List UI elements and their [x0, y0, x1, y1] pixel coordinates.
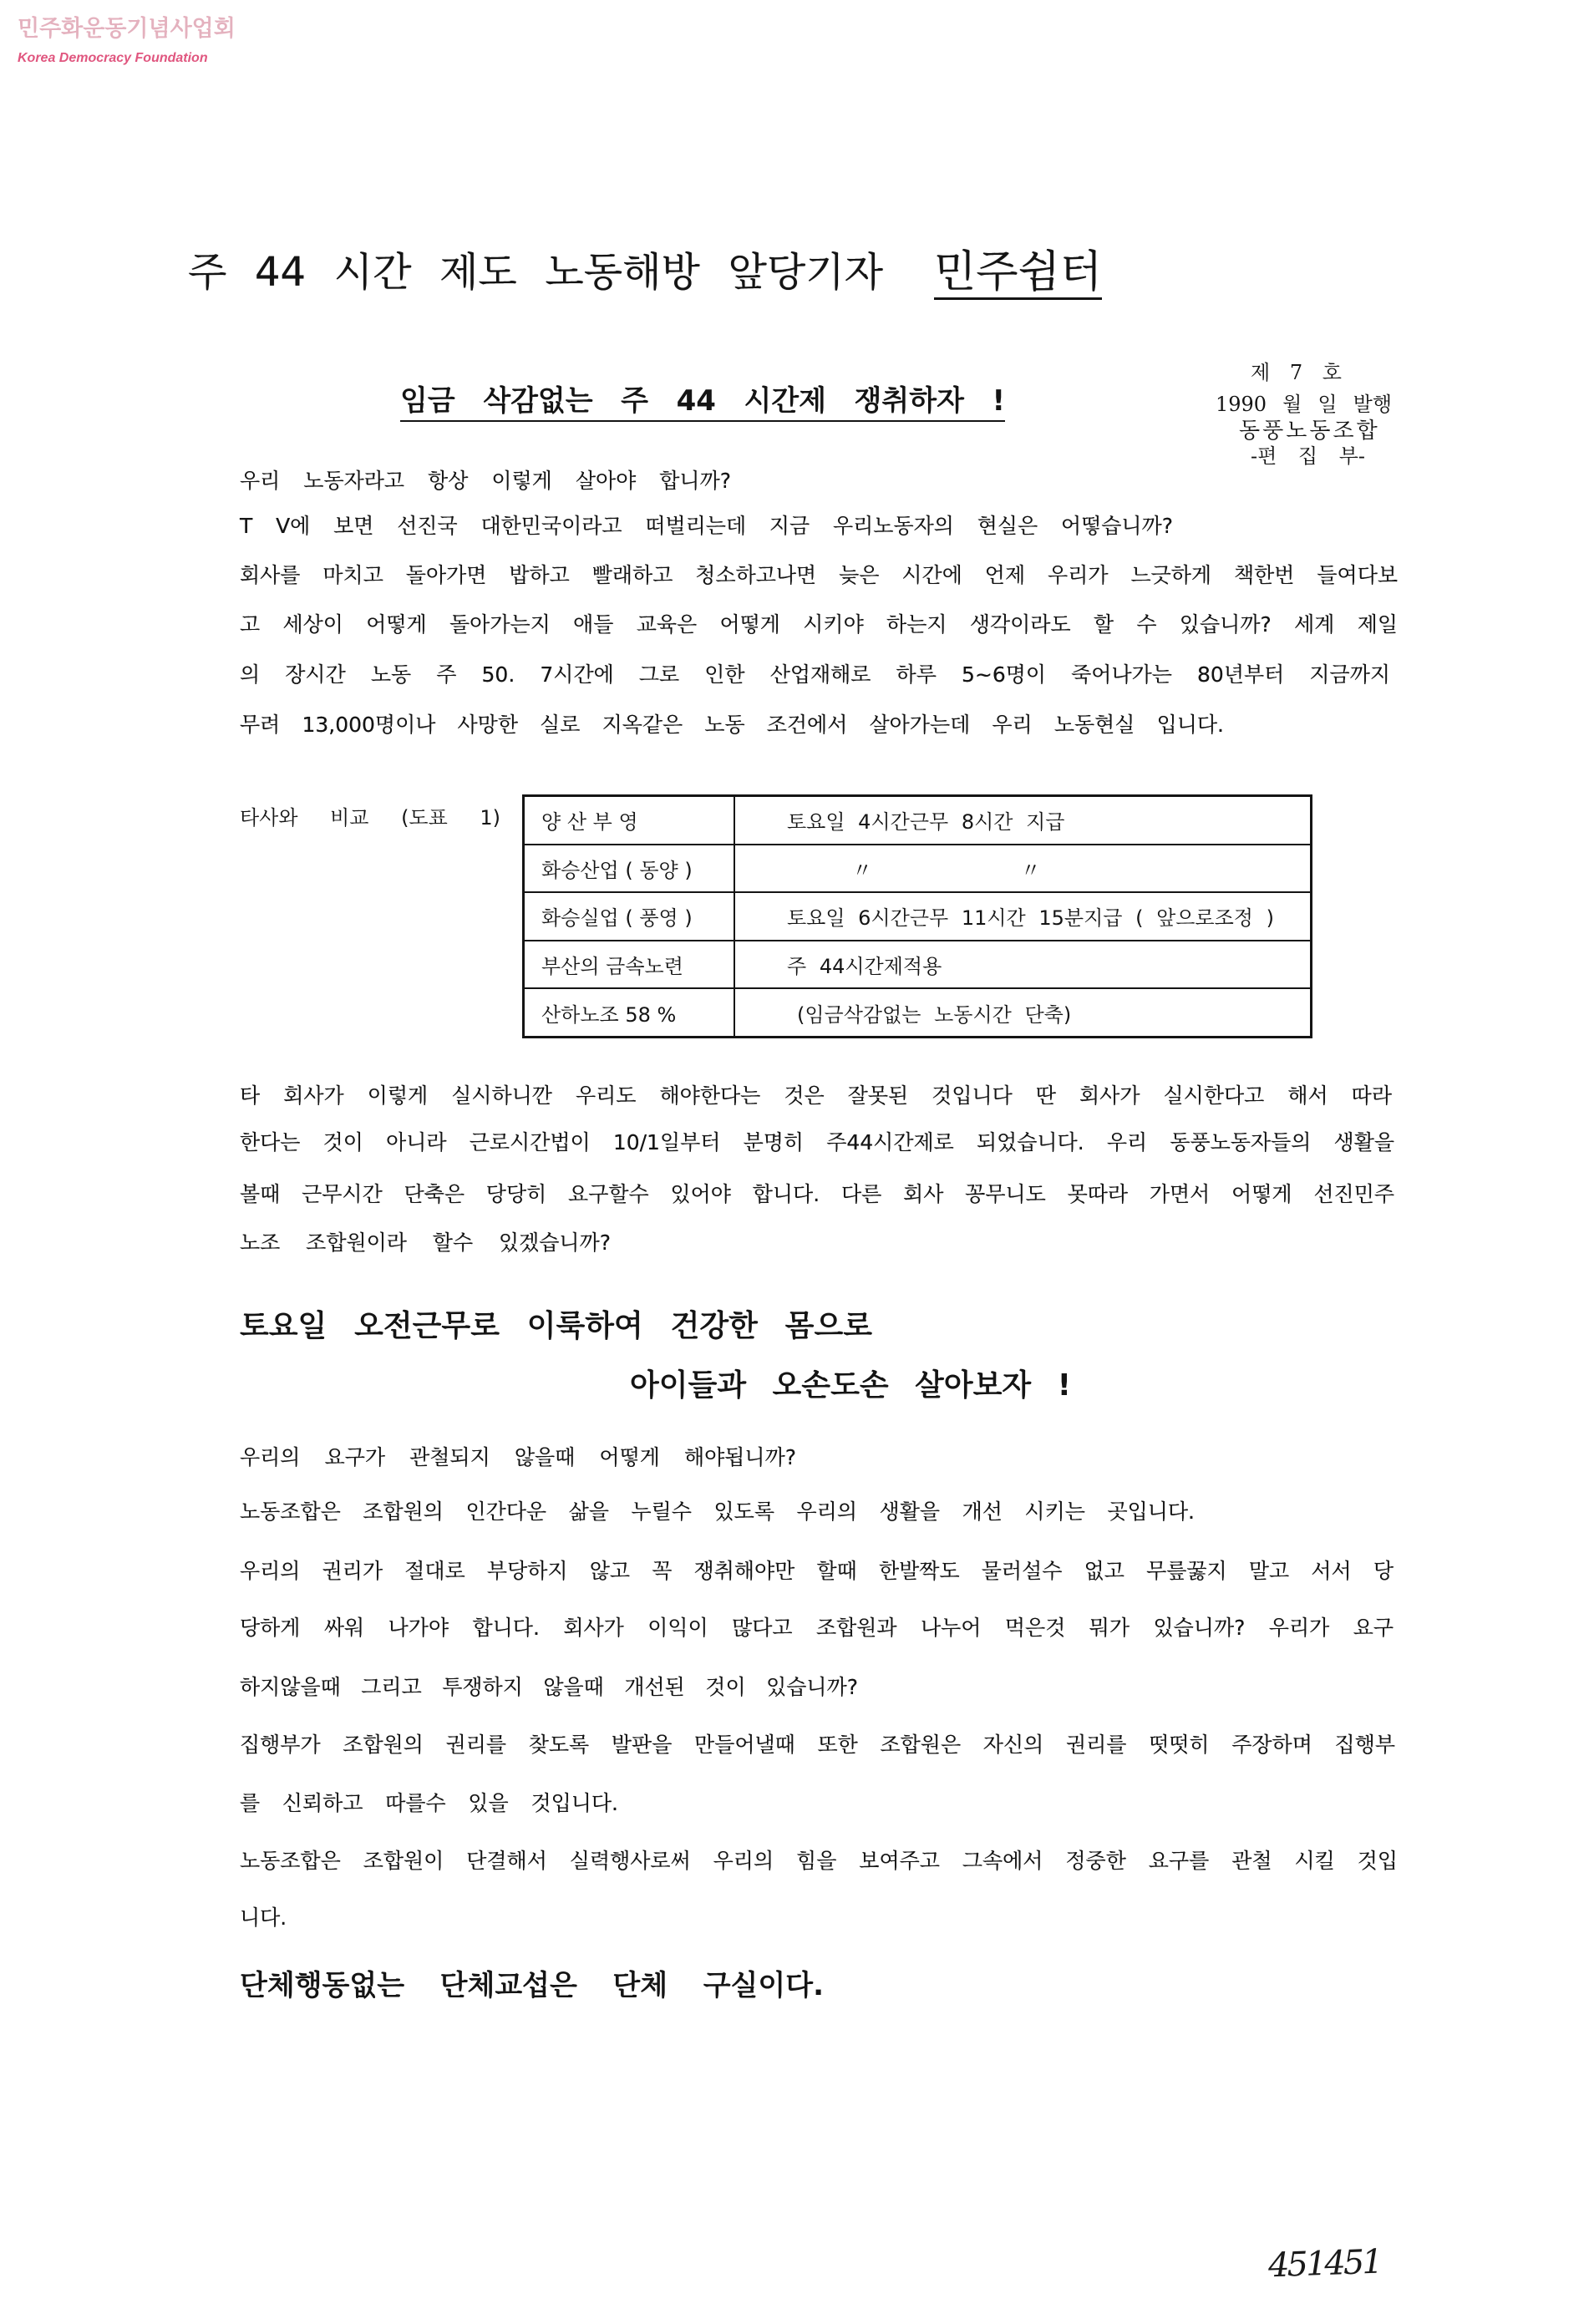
slogan-line-2: 아이들과 오손도손 살아보자 !: [630, 1368, 1071, 1403]
table-row: [525, 893, 1310, 941]
company-cell: 부산의 금속노련: [525, 941, 735, 988]
paragraph-line: 타 회사가 이렇게 실시하니깐 우리도 해야한다는 것은 잘못된 것입니다 딴 회사가 실시한다고 해서 따라: [240, 1083, 1392, 1108]
paragraph-line: 를 신뢰하고 따를수 있을 것입니다.: [240, 1791, 618, 1815]
paragraph-line: 노조 조합원이라 할수 있겠습니까?: [240, 1231, 611, 1255]
table-row: [525, 797, 1310, 845]
archive-number: 451451: [1267, 2242, 1382, 2286]
publisher: 동풍노동조합: [1239, 419, 1380, 444]
company-cell: 산하노조 58 %: [525, 989, 735, 1036]
company-cell: 화승산업 ( 동양 ): [525, 845, 735, 892]
paragraph-line: 우리의 요구가 관철되지 않을때 어떻게 해야됩니까?: [240, 1445, 796, 1469]
paragraph-line: 무려 13,000명이나 사망한 실로 지옥같은 노동 조건에서 살아가는데 우리 노동현실 입니다.: [240, 713, 1224, 737]
paragraph-line: 회사를 마치고 돌아가면 밥하고 빨래하고 청소하고나면 늦은 시간에 언제 우리가 느긋하게 책한번 들여다보: [240, 563, 1398, 587]
paragraph-line: 노동조합은 조합원이 단결해서 실력행사로써 우리의 힘을 보여주고 그속에서 정중한 요구를 관철 시킬 것입: [240, 1849, 1398, 1873]
comparison-table: [522, 794, 1312, 1038]
table-row: [525, 989, 1310, 1036]
condition-cell: 〃 〃: [852, 858, 1041, 882]
table-label: 타사와 비교 (도표 1): [240, 806, 500, 830]
watermark-logo-english: Korea Democracy Foundation: [18, 51, 208, 65]
table-row: [525, 845, 1310, 894]
issue-date: 1990 월 일 발행: [1216, 393, 1392, 416]
company-cell: 화승실업 ( 풍영 ): [525, 893, 735, 940]
paragraph-line: 노동조합은 조합원의 인간다운 삶을 누릴수 있도록 우리의 생활을 개선 시키는 곳입니다.: [240, 1499, 1195, 1524]
table-row: [525, 941, 1310, 990]
slogan-line-1: 토요일 오전근무로 이룩하여 건강한 몸으로: [240, 1309, 872, 1343]
paragraph-line: 한다는 것이 아니라 근로시간법이 10/1일부터 분명히 주44시간제로 되었습니다. 우리 동풍노동자들의 생활을: [240, 1130, 1394, 1154]
paragraph-line: 우리의 권리가 절대로 부당하지 않고 꼭 쟁취해야만 할때 한발짝도 물러설수 없고 무릎꿇지 말고 서서 당: [240, 1559, 1394, 1583]
condition-cell: 토요일 4시간근무 8시간 지급: [787, 810, 1065, 835]
paragraph-line: 당하게 싸워 나가야 합니다. 회사가 이익이 많다고 조합원과 나누어 먹은것 뭐가 있습니까? 우리가 요구: [240, 1616, 1394, 1640]
condition-cell: 토요일 6시간근무 11시간 15분지급 ( 앞으로조정 ): [787, 906, 1274, 931]
company-cell: 양 산 부 영: [525, 797, 735, 844]
watermark-logo-korean: 민주화운동기념사업회: [18, 16, 236, 42]
paragraph-line: 의 장시간 노동 주 50. 7시간에 그로 인한 산업재해로 하루 5~6명이 죽어나가는 80년부터 지금까지: [240, 662, 1390, 687]
paragraph-line: 볼때 근무시간 단축은 당당히 요구할수 있어야 합니다. 다른 회사 꽁무니도 못따라 가면서 어떻게 선진민주: [240, 1182, 1394, 1206]
editor: -편 집 부-: [1251, 444, 1365, 468]
paragraph-line: 니다.: [240, 1905, 287, 1930]
condition-cell: 주 44시간제적용: [787, 955, 942, 979]
closing-slogan: 단체행동없는 단체교섭은 단체 구실이다.: [240, 1969, 824, 2002]
document-title: 주 44 시간 제도 노동해방 앞당기자: [188, 249, 883, 296]
paragraph-line: 집행부가 조합원의 권리를 찾도록 발판을 만들어낼때 또한 조합원은 자신의 권리를 떳떳히 주장하며 집행부: [240, 1733, 1395, 1757]
paragraph-line: 우리 노동자라고 항상 이렇게 살아야 합니까?: [240, 469, 731, 493]
paragraph-line: 고 세상이 어떻게 돌아가는지 애들 교육은 어떻게 시키야 하는지 생각이라도 할 수 있습니까? 세계 제일: [240, 612, 1398, 637]
paragraph-line: T V에 보면 선진국 대한민국이라고 떠벌리는데 지금 우리노동자의 현실은 어떻습니까?: [240, 514, 1173, 538]
issue-number: 제 7 호: [1251, 361, 1342, 384]
paragraph-line: 하지않을때 그리고 투쟁하지 않을때 개선된 것이 있습니까?: [240, 1675, 858, 1699]
headline: 임금 삭감없는 주 44 시간제 쟁취하자 !: [400, 382, 1005, 422]
condition-cell: (임금삭감없는 노동시간 단축): [797, 1002, 1072, 1027]
newsletter-name: 민주쉼터: [934, 247, 1102, 300]
